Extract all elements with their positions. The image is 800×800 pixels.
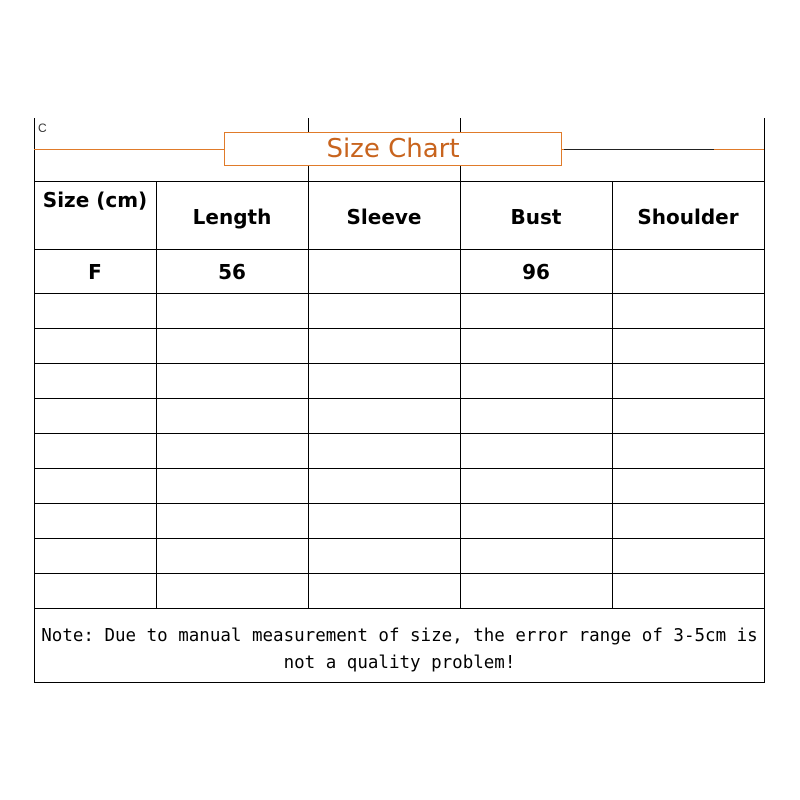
grid-line-row-8 bbox=[34, 538, 765, 539]
title-band-divider-1 bbox=[308, 118, 309, 132]
row-1-bust: 96 bbox=[522, 260, 550, 284]
header-sleeve: Sleeve bbox=[346, 205, 422, 229]
header-length: Length bbox=[192, 205, 272, 229]
grid-line-row-2 bbox=[34, 328, 765, 329]
grid-line-row-3 bbox=[34, 363, 765, 364]
grid-col-1 bbox=[156, 181, 157, 608]
grid-col-4 bbox=[612, 181, 613, 608]
border-bottom bbox=[34, 682, 765, 683]
grid-col-3 bbox=[460, 181, 461, 608]
grid-line-row-7 bbox=[34, 503, 765, 504]
chart-title-text: Size Chart bbox=[326, 134, 460, 164]
title-band-divider-2 bbox=[460, 118, 461, 132]
title-accent-left bbox=[34, 149, 224, 150]
grid-col-2 bbox=[308, 181, 309, 608]
row-1-size: F bbox=[88, 260, 102, 284]
header-size: Size (cm) bbox=[42, 188, 148, 212]
header-shoulder: Shoulder bbox=[637, 205, 739, 229]
grid-line-row-6 bbox=[34, 468, 765, 469]
title-band-divider-2b bbox=[460, 166, 461, 181]
border-right bbox=[764, 118, 765, 683]
grid-line-row-9 bbox=[34, 573, 765, 574]
grid-line-top-header bbox=[34, 181, 765, 182]
row-1-length: 56 bbox=[218, 260, 246, 284]
size-chart-sheet bbox=[34, 118, 765, 683]
header-bust: Bust bbox=[510, 205, 562, 229]
grid-line-row-5 bbox=[34, 433, 765, 434]
measurement-note: Note: Due to manual measurement of size, the error range of 3-5cm is not a quality problem! bbox=[41, 626, 758, 673]
grid-line-table-bottom bbox=[34, 608, 765, 609]
title-accent-right-dark bbox=[564, 149, 714, 150]
title-band-divider-1b bbox=[308, 166, 309, 181]
chart-title bbox=[224, 132, 562, 166]
grid-line-row-1 bbox=[34, 293, 765, 294]
grid-line-row-4 bbox=[34, 398, 765, 399]
corner-mark: C bbox=[38, 121, 47, 135]
grid-line-header-bottom bbox=[34, 249, 765, 250]
